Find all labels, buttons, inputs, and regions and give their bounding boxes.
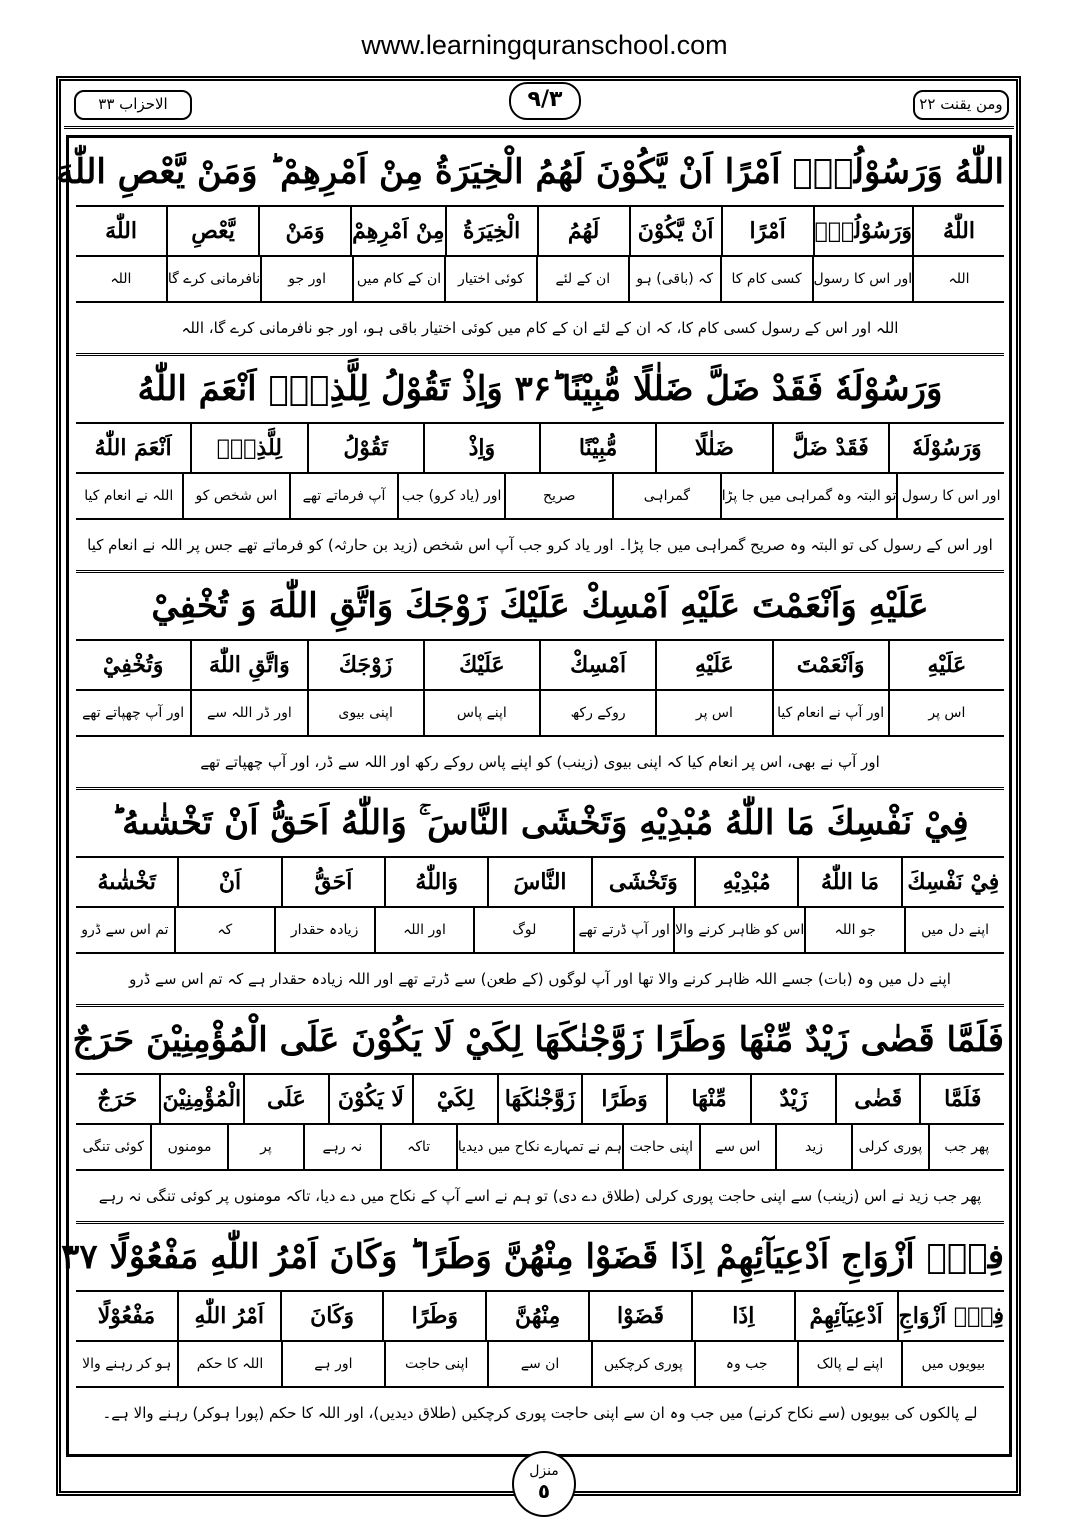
meaning-cell: کوئی تنگی — [82, 1139, 144, 1155]
word-cell: اللّٰهَ — [105, 218, 137, 244]
word-cell: اِذَا — [691, 1292, 794, 1340]
word-cell: لِكَيْ — [412, 1075, 497, 1123]
meaning-cell: جب وہ — [694, 1342, 797, 1386]
urdu-translation: لے پالکوں کی بیویوں (سے نکاح کرنے) میں جب وہ ان سے اپنی حاجت پوری کرچکیں (طلاق دیدیں)، اور اللہ کا حکم (پورا ہوکر) رہنے والا ہے۔ — [102, 1404, 978, 1422]
header-para-label: ومن يقنت ٢٢ — [913, 90, 1009, 120]
word-cell: زَيْدٌ — [750, 1075, 835, 1123]
meaning-grid — [76, 474, 1004, 520]
verse-block — [72, 1007, 1004, 1224]
meaning-cell: کوئی اختیار — [444, 257, 536, 301]
word-cell: اَنْ — [177, 858, 280, 906]
word-cell: اَدْعِيَآئِهِمْ — [794, 1292, 897, 1340]
word-cell: وَتُخْفِيْ — [102, 652, 164, 678]
meaning-cell: کہ (باقی) ہو — [628, 257, 720, 301]
meaning-cell: ہو کر رہنے والا — [82, 1356, 172, 1372]
word-cell: مِنْهُنَّ — [485, 1292, 588, 1340]
meaning-cell: اپنی حاجت — [622, 1125, 698, 1169]
manzil-label: منزل — [529, 1463, 559, 1479]
meaning-cell: بیویوں میں — [901, 1342, 1004, 1386]
meaning-cell: گمراہی — [612, 474, 720, 518]
word-cell: عَلَيْكَ — [423, 641, 539, 689]
word-cell: فَقَدْ ضَلَّ — [772, 424, 888, 472]
manzil-badge — [512, 1451, 576, 1517]
word-cell: فِيْ نَفْسِكَ — [901, 858, 1004, 906]
meaning-cell: اللہ کا حکم — [177, 1342, 280, 1386]
verse-block — [61, 1224, 1004, 1438]
word-cell: مَفْعُوْلًا — [97, 1303, 156, 1329]
meaning-cell: جو اللہ — [804, 908, 904, 952]
word-cell: اَنْ يَّكُوْنَ — [629, 207, 721, 255]
word-cell: زَوْجَكَ — [307, 641, 423, 689]
arabic-verse-line: اللّٰهُ وَرَسُوْلُهٗۤ اَمْرًا اَنْ يَّكُوْنَ لَهُمُ الْخِيَرَةُ مِنْ اَمْرِهِمْ ؕ وَمَنْ يَّعْصِ اللّٰهَ — [76, 139, 1004, 207]
meaning-cell: اور اللہ — [374, 908, 474, 952]
word-cell: وَطَرًا — [382, 1292, 485, 1340]
word-grid — [76, 1292, 1004, 1342]
verse-block — [56, 139, 1004, 356]
word-cell: مُبْدِيْهِ — [694, 858, 797, 906]
meaning-cell: تو البتہ وہ گمراہی میں جا پڑا — [720, 474, 897, 518]
word-cell: لَا يَكُوْنَ — [328, 1075, 413, 1123]
word-grid — [76, 641, 1004, 691]
word-cell: وَرَسُوْلُهٗۤ — [813, 207, 912, 255]
site-url: www.learningquranschool.com — [361, 30, 728, 60]
word-cell: ضَلٰلًا — [655, 424, 771, 472]
word-grid — [76, 207, 1004, 257]
meaning-cell: اور ڈر اللہ سے — [190, 691, 306, 735]
meaning-cell: صریح — [504, 474, 612, 518]
meaning-cell: اپنے لے پالک — [797, 1342, 900, 1386]
page-number: ٩/٣ — [509, 82, 581, 120]
verse-content — [56, 139, 1004, 1438]
word-cell: عَلَيْهِ — [655, 641, 771, 689]
urdu-translation: اپنے دل میں وہ (بات) جسے اللہ ظاہر کرنے والا تھا اور آپ لوگوں (کے طعن) سے ڈرتے تھے اور اللہ زیادہ حقدار ہے کہ تم اس سے ڈرو — [76, 954, 1004, 1007]
meaning-cell: اور جو — [260, 257, 352, 301]
meaning-cell: اس کو ظاہر کرنے والا — [673, 908, 804, 952]
word-cell: مُّبِيْنًا — [539, 424, 655, 472]
meaning-cell: تاکہ — [380, 1125, 456, 1169]
word-cell: الْخِيَرَةُ — [445, 207, 537, 255]
meaning-cell: کہ — [174, 908, 274, 952]
word-cell: قَضَوْا — [588, 1292, 691, 1340]
verse-block — [76, 790, 1004, 1007]
meaning-cell: ان سے — [487, 1342, 590, 1386]
word-cell: فِيْۤ اَزْوَاجِ — [897, 1292, 1004, 1340]
urdu-translation: اللہ اور اس کے رسول کسی کام کا، کہ ان کے لئے ان کے کام میں کوئی اختیار باقی ہو، اور جو نافرمانی کرے گا، اللہ — [76, 303, 1004, 356]
meaning-cell: اور آپ نے انعام کیا — [772, 691, 888, 735]
meaning-cell: اور آپ ڈرتے تھے — [573, 908, 673, 952]
meaning-cell: اور ہے — [281, 1342, 384, 1386]
word-cell: عَلَى — [243, 1075, 328, 1123]
meaning-cell: آپ فرماتے تھے — [289, 474, 397, 518]
header-divider — [64, 126, 1014, 129]
meaning-grid — [76, 1125, 1004, 1171]
meaning-cell: اپنی حاجت — [384, 1342, 487, 1386]
word-cell: يَّعْصِ — [166, 207, 258, 255]
word-cell: مِّنْهَا — [666, 1075, 751, 1123]
meaning-cell: لوگ — [473, 908, 573, 952]
meaning-cell: ان کے کام میں — [352, 257, 444, 301]
meaning-cell: ہم نے تمہارے نکاح میں دیدیا — [456, 1125, 622, 1169]
manzil-number: ٥ — [537, 1479, 551, 1503]
meaning-cell: پوری کرلی — [851, 1125, 927, 1169]
arabic-verse-line: فَلَمَّا قَضٰى زَيْدٌ مِّنْهَا وَطَرًا زَوَّجْنٰكَهَا لِكَيْ لَا يَكُوْنَ عَلَى الْمُؤْمِنِيْنَ حَرَجٌ — [76, 1007, 1004, 1075]
meaning-grid — [76, 908, 1004, 954]
urdu-translation: اور آپ نے بھی، اس پر انعام کیا کہ اپنی بیوی (زینب) کو اپنے پاس روکے رکھ اور اللہ سے ڈر، اور آپ چھپاتے تھے — [76, 737, 1004, 790]
word-cell: عَلَيْهِ — [888, 641, 1004, 689]
meaning-cell: نہ رہے — [303, 1125, 379, 1169]
word-cell: لِلَّذِيْۤ — [190, 424, 306, 472]
meaning-cell: اپنے پاس — [423, 691, 539, 735]
word-cell: وَاَنْعَمْتَ — [772, 641, 888, 689]
word-cell: وَمَنْ — [258, 207, 350, 255]
meaning-cell: کسی کام کا — [720, 257, 812, 301]
meaning-cell: اپنے دل میں — [904, 908, 1004, 952]
word-cell: اَمْسِكْ — [539, 641, 655, 689]
meaning-cell: اللہ — [912, 257, 1004, 301]
word-cell: وَرَسُوْلَهٗ — [888, 424, 1004, 472]
word-grid — [76, 424, 1004, 474]
word-cell: وَاللّٰهُ — [384, 858, 487, 906]
word-cell: وَطَرًا — [581, 1075, 666, 1123]
word-cell: زَوَّجْنٰكَهَا — [497, 1075, 582, 1123]
word-cell: حَرَجٌ — [97, 1086, 138, 1112]
meaning-cell: نافرمانی کرے گا — [166, 257, 260, 301]
meaning-cell: تم اس سے ڈرو — [81, 922, 169, 938]
meaning-cell: روکے رکھ — [539, 691, 655, 735]
word-cell: قَضٰى — [835, 1075, 920, 1123]
word-cell: تَخْشٰىهُ — [97, 869, 156, 895]
meaning-grid — [76, 257, 1004, 303]
word-cell: النَّاسَ — [487, 858, 590, 906]
word-cell: وَكَانَ — [280, 1292, 383, 1340]
word-grid — [76, 1075, 1004, 1125]
word-cell: اَنْعَمَ اللّٰهُ — [94, 435, 172, 461]
arabic-verse-line: وَرَسُوْلَهٗ فَقَدْ ضَلَّ ضَلٰلًا مُّبِيْنًا ؕ۳۶ وَاِذْ تَقُوْلُ لِلَّذِيْۤ اَنْعَمَ اللّٰهُ — [76, 356, 1004, 424]
arabic-verse-line: فِيْ نَفْسِكَ مَا اللّٰهُ مُبْدِيْهِ وَتَخْشَى النَّاسَ ۚ وَاللّٰهُ اَحَقُّ اَنْ تَخْشٰىهُ ؕ — [76, 790, 1004, 858]
word-cell: اللّٰهُ — [912, 207, 1004, 255]
arabic-verse-line: فِيْۤ اَزْوَاجِ اَدْعِيَآئِهِمْ اِذَا قَضَوْا مِنْهُنَّ وَطَرًا ؕ وَكَانَ اَمْرُ اللّٰهِ مَفْعُوْلًا ۳۷ — [76, 1224, 1004, 1292]
header-surah-label: الاحزاب ٣٣ — [74, 90, 192, 120]
urdu-translation: اور اس کے رسول کی تو البتہ وہ صریح گمراہی میں جا پڑا۔ اور یاد کرو جب آپ اس شخص (زید بن حارثہ) کو فرماتے تھے جس پر اللہ نے انعام کیا — [76, 520, 1004, 573]
urdu-translation: پھر جب زید نے اس (زینب) سے اپنی حاجت پوری کرلی (طلاق دے دی) تو ہم نے اسے آپ کے نکاح میں دے دیا، تاکہ مومنوں پر کوئی تنگی نہ رہے — [76, 1171, 1004, 1224]
meaning-cell: اور آپ چھپاتے تھے — [82, 705, 185, 721]
meaning-cell: اپنی بیوی — [307, 691, 423, 735]
word-cell: اَمْرًا — [721, 207, 813, 255]
meaning-cell: زید — [775, 1125, 851, 1169]
meaning-cell: اس پر — [655, 691, 771, 735]
word-cell: اَحَقُّ — [281, 858, 384, 906]
meaning-cell: زیادہ حقدار — [274, 908, 374, 952]
meaning-cell: اللہ — [110, 271, 132, 287]
arabic-verse-line: عَلَيْهِ وَاَنْعَمْتَ عَلَيْهِ اَمْسِكْ عَلَيْكَ زَوْجَكَ وَاتَّقِ اللّٰهَ وَ تُخْفِيْ — [76, 573, 1004, 641]
meaning-cell: اس پر — [888, 691, 1004, 735]
meaning-cell: اور اس کا رسول — [896, 474, 1004, 518]
meaning-cell: پوری کرچکیں — [591, 1342, 694, 1386]
word-cell: وَاتَّقِ اللّٰهَ — [190, 641, 306, 689]
word-cell: اَمْرُ اللّٰهِ — [177, 1292, 280, 1340]
word-cell: الْمُؤْمِنِيْنَ — [159, 1075, 244, 1123]
word-cell: مَا اللّٰهُ — [797, 858, 900, 906]
word-cell: وَاِذْ — [423, 424, 539, 472]
meaning-cell: اور (یاد کرو) جب — [397, 474, 505, 518]
meaning-cell: اس شخص کو — [182, 474, 290, 518]
word-cell: فَلَمَّا — [919, 1075, 1004, 1123]
meaning-cell: اور اس کا رسول — [812, 257, 913, 301]
meaning-cell: پر — [227, 1125, 303, 1169]
meaning-cell: ان کے لئے — [536, 257, 628, 301]
word-cell: مِنْ اَمْرِهِمْ — [350, 207, 444, 255]
word-cell: لَهُمُ — [537, 207, 629, 255]
meaning-cell: پھر جب — [928, 1125, 1004, 1169]
meaning-grid — [76, 691, 1004, 737]
word-cell: تَقُوْلُ — [307, 424, 423, 472]
word-grid — [76, 858, 1004, 908]
word-cell: وَتَخْشَى — [591, 858, 694, 906]
meaning-cell: مومنوں — [150, 1125, 226, 1169]
verse-block — [76, 573, 1004, 790]
meaning-cell: اس سے — [699, 1125, 775, 1169]
meaning-cell: اللہ نے انعام کیا — [84, 488, 174, 504]
verse-block — [76, 356, 1004, 573]
meaning-grid — [76, 1342, 1004, 1388]
